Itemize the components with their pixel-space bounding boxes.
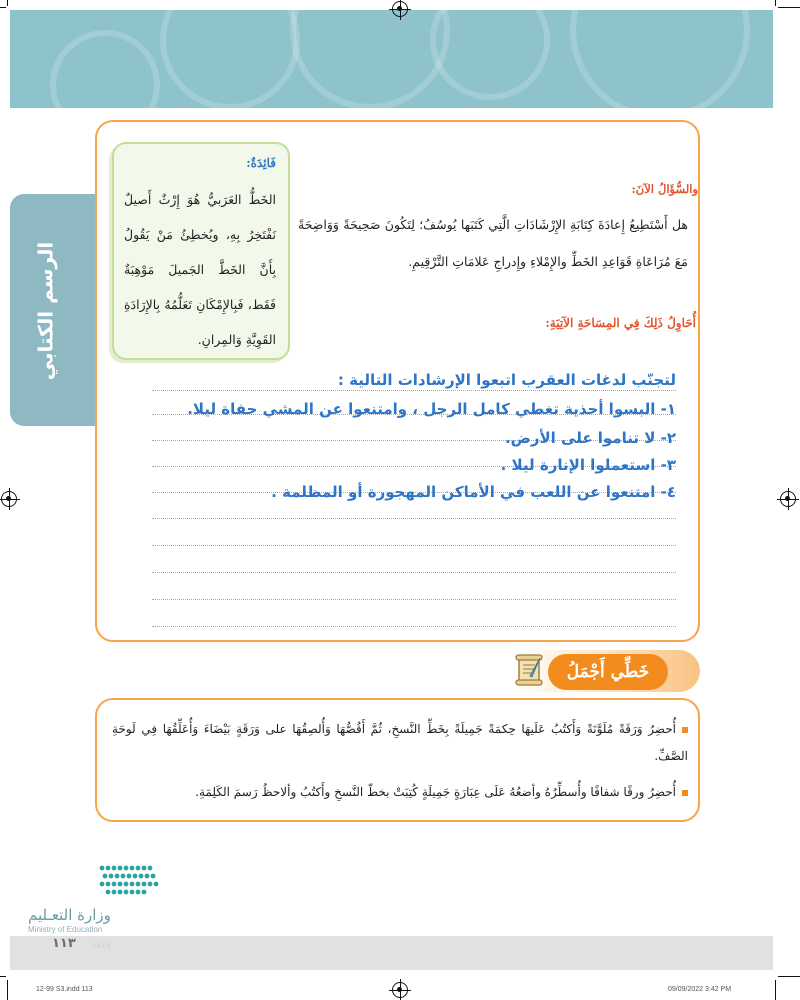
registration-mark-icon xyxy=(392,982,408,998)
question-prompt: أُحَاوِلُ ذَلِكَ فِي المِسَاحَةِ الآتِيَةِ: xyxy=(545,316,696,330)
answer-line: لتجنّب لدغات العقرب اتبعوا الإرشادات التالية : xyxy=(337,371,676,389)
crop-mark xyxy=(778,976,800,977)
crop-mark xyxy=(775,0,776,6)
ministry-name-arabic: وزارة التعـليم xyxy=(28,906,111,924)
ministry-logo-icon xyxy=(98,858,162,906)
crop-mark xyxy=(0,7,6,8)
benefit-text: الخَطُّ العَرَبيُّ هُوَ إِرْثٌ أَصيلٌ نَفْتَخِرُ بِهِ، ويُخطِئُ مَنْ يَقُولُ بِأَنَّ الخَطَّ الجَميلَ مَوْهِبَةٌ فَقَط، فَبِالإِمْكَانِ تَعَلُّمُهُ بِالإِرَادَةِ القَوِيَّةِ وَالمِرانِ. xyxy=(124,192,276,347)
crop-mark xyxy=(7,980,8,1000)
writing-line xyxy=(152,599,676,600)
crop-mark xyxy=(0,976,6,977)
activity-text: أُحضِرُ ورقًا شفافًا وأُسطِّرُهُ وأضعُهُ عَلَى عِبَارَةٍ جَمِيلَةٍ كُتِبَتْ بخطّ النَّسخِ وأَكتُبُ وألاحظُ رَسمَ الكَلِمَةِ. xyxy=(195,785,676,799)
benefit-box xyxy=(112,142,290,360)
question-heading: والسُّؤَالُ الآنَ: xyxy=(631,182,698,196)
crop-mark xyxy=(778,7,800,8)
writing-line xyxy=(152,518,676,519)
registration-mark-icon xyxy=(1,491,17,507)
slug-timestamp: 09/09/2022 3:42 PM xyxy=(668,986,732,993)
registration-mark-icon xyxy=(392,1,408,17)
side-tab-label xyxy=(24,202,66,420)
header-band xyxy=(10,10,773,108)
answer-line: ١- البسوا أحذية تغطي كامل الرجل ، وامتنعوا عن المشي حفاة ليلا. xyxy=(187,400,676,418)
question-body: هل أَسْتَطِيعُ إِعادَةَ كِتَابَةِ الإِرْشَادَاتِ الَّتِي كَتَبَها يُوسُفُ؛ لِتَكُونَ صَحِيحَةً وَوَاضِحَةً مَعَ مُرَاعَاةِ قَوَاعِدِ الخَطِّ والإِمْلاءِ وإِدراجِ عَلامَاتِ التَّرْقِيمِ. xyxy=(298,217,688,269)
writing-line xyxy=(152,572,676,573)
registration-mark-icon xyxy=(780,491,796,507)
answer-line: ٣- استعملوا الإنارة ليلا . xyxy=(500,456,676,474)
bullet-icon xyxy=(682,790,688,796)
answer-line: ٤- امتنعوا عن اللعب في الأماكن المهجورة أو المظلمة . xyxy=(271,483,676,501)
crop-mark xyxy=(775,980,776,1000)
answer-line: ٢- لا تناموا على الأرض. xyxy=(504,429,676,447)
benefit-title: فَائِدَةٌ: xyxy=(246,156,276,170)
side-tab-text: الرسم الكتابي xyxy=(33,241,58,381)
activity-text: أُحضِرُ وَرَقَةً مُلَوَّنَةً وَأَكتُبُ عَلَيهَا حِكمَةً جَمِيلَةً بِخَطِّ النَّسخِ، ثُمَّ أَقُصُّهَا وَأُلصِقُهَا على وَرَقَةٍ بَيْضَاءَ وَأُعَلِّقُهَا فِي لَوحَةِ الصَّفِّ. xyxy=(112,722,688,763)
writing-line xyxy=(152,545,676,546)
handwriting-title-pill xyxy=(548,654,668,690)
crop-mark xyxy=(7,0,8,6)
page-number: ١١٣ xyxy=(52,936,76,951)
writing-line xyxy=(152,626,676,627)
activity-item xyxy=(112,716,688,770)
slug-file-name: 12-99 S3.indd 113 xyxy=(36,986,93,993)
scroll-quill-icon xyxy=(510,650,550,690)
footer-strip xyxy=(10,936,773,970)
bullet-icon xyxy=(682,727,688,733)
handwriting-title: خَطِّي أَجْمَلُ xyxy=(566,662,650,682)
activity-item xyxy=(112,779,688,806)
year-label: ١٤٤٤ xyxy=(92,941,112,951)
ministry-name-english: Ministry of Education xyxy=(28,925,103,934)
